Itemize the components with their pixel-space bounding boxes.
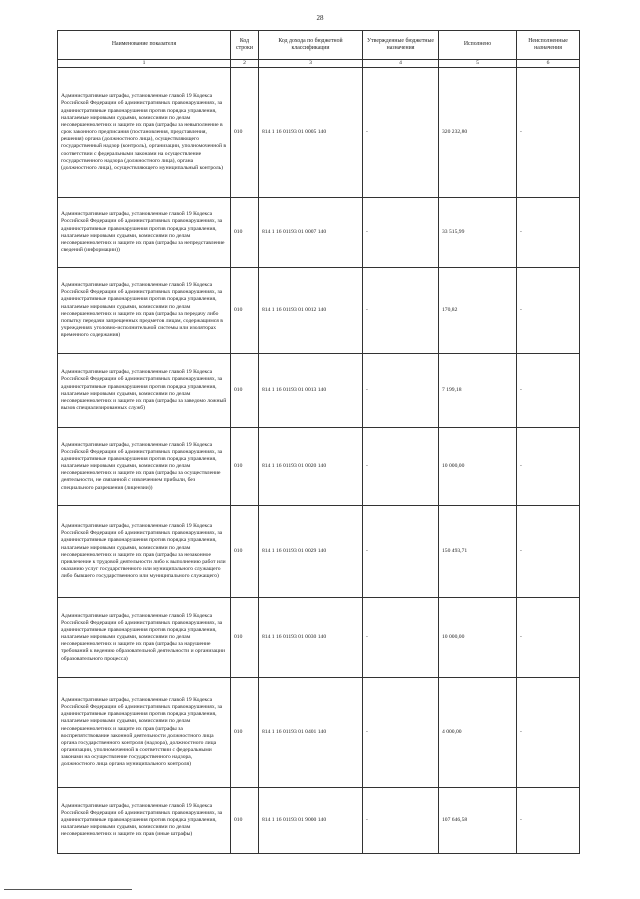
row-unexecuted: -	[517, 678, 580, 788]
table-row	[58, 678, 580, 788]
column-number: 2	[231, 60, 259, 68]
row-income-code: 814 1 16 01193 01 0012 140	[259, 268, 363, 354]
row-unexecuted: -	[517, 506, 580, 598]
row-executed: 170,82	[439, 268, 517, 354]
row-approved: -	[363, 788, 439, 854]
row-approved: -	[363, 428, 439, 506]
row-executed: 7 199,18	[439, 354, 517, 428]
row-name: Административные штрафы, установленные главой 19 Кодекса Российской Федерации об административных правонарушениях, за административные правонарушения против порядка управления, налагаемые мировыми судьями, комиссиями по делам несовершеннолетних и защите их прав (штрафы за непредставление сведений (информации))	[58, 198, 231, 268]
row-name: Административные штрафы, установленные главой 19 Кодекса Российской Федерации об административных правонарушениях, за административные правонарушения против порядка управления, налагаемые мировыми судьями, комиссиями по делам несовершеннолетних и защите их прав (штрафы за осуществление деятельности, не связанной с извлечением прибыли, без специального разрешения (лицензии))	[58, 428, 231, 506]
row-approved: -	[363, 68, 439, 198]
row-executed: 4 000,00	[439, 678, 517, 788]
row-line-code: 010	[231, 354, 259, 428]
row-unexecuted: -	[517, 354, 580, 428]
row-executed: 33 515,99	[439, 198, 517, 268]
row-executed: 10 000,00	[439, 598, 517, 678]
table-row	[58, 68, 580, 198]
row-line-code: 010	[231, 506, 259, 598]
row-unexecuted: -	[517, 598, 580, 678]
row-executed: 107 646,58	[439, 788, 517, 854]
header-row	[58, 31, 580, 60]
row-income-code: 814 1 16 01193 01 0020 140	[259, 428, 363, 506]
table-row	[58, 788, 580, 854]
row-name: Административные штрафы, установленные главой 19 Кодекса Российской Федерации об административных правонарушениях, за административные правонарушения против порядка управления, налагаемые мировыми судьями, комиссиями по делам несовершеннолетних и защите их прав (штрафы за заведомо ложный вызов специализированных служб)	[58, 354, 231, 428]
header-name: Наименование показателя	[58, 31, 231, 60]
row-income-code: 814 1 16 01193 01 0029 140	[259, 506, 363, 598]
row-approved: -	[363, 506, 439, 598]
row-executed: 150 493,71	[439, 506, 517, 598]
row-name: Административные штрафы, установленные главой 19 Кодекса Российской Федерации об административных правонарушениях, за административные правонарушения против порядка управления, налагаемые мировыми судьями, комиссиями по делам несовершеннолетних и защите их прав (штрафы за незаконное привлечение к трудовой деятельности либо к выполнению работ или оказанию услуг государственного или муниципального служащего либо бывшего государственного или муниципального служащего)	[58, 506, 231, 598]
row-line-code: 010	[231, 198, 259, 268]
row-name: Административные штрафы, установленные главой 19 Кодекса Российской Федерации об административных правонарушениях, за административные правонарушения против порядка управления, налагаемые мировыми судьями, комиссиями по делам несовершеннолетних и защите их прав (штрафы за воспрепятствование законной деятельности должностного лица органа государственного контроля (надзора), должностного лица организации, уполномоченной в соответствии с федеральными законами на осуществление государственного надзора, должностного лица органа муниципального контроля)	[58, 678, 231, 788]
row-executed: 320 232,80	[439, 68, 517, 198]
row-income-code: 814 1 16 01193 01 0030 140	[259, 598, 363, 678]
row-line-code: 010	[231, 678, 259, 788]
page-number: 28	[316, 14, 324, 22]
row-name: Административные штрафы, установленные главой 19 Кодекса Российской Федерации об административных правонарушениях, за административные правонарушения против порядка управления, налагаемые мировыми судьями, комиссиями по делам несовершеннолетних и защите их прав (иные штрафы)	[58, 788, 231, 854]
header-executed: Исполнено	[439, 31, 517, 60]
table-row	[58, 198, 580, 268]
column-number: 5	[439, 60, 517, 68]
row-income-code: 814 1 16 01193 01 0013 140	[259, 354, 363, 428]
header-income-code: Код дохода по бюджетной классификации	[259, 31, 363, 60]
income-report-table	[57, 30, 580, 854]
row-line-code: 010	[231, 788, 259, 854]
table-row	[58, 428, 580, 506]
table-row	[58, 268, 580, 354]
row-name: Административные штрафы, установленные главой 19 Кодекса Российской Федерации об административных правонарушениях, за административные правонарушения против порядка управления, налагаемые мировыми судьями, комиссиями по делам несовершеннолетних и защите их прав (штрафы за передачу либо попытку передачи запрещенных предметов лицам, содержащимся в учреждениях уголовно-исполнительной системы или изоляторах временного содержания)	[58, 268, 231, 354]
footnote-divider	[4, 889, 132, 890]
row-income-code: 814 1 16 01193 01 0401 140	[259, 678, 363, 788]
row-approved: -	[363, 198, 439, 268]
row-line-code: 010	[231, 428, 259, 506]
row-unexecuted: -	[517, 268, 580, 354]
column-number-row	[58, 60, 580, 68]
column-number: 4	[363, 60, 439, 68]
row-line-code: 010	[231, 268, 259, 354]
row-name: Административные штрафы, установленные главой 19 Кодекса Российской Федерации об административных правонарушениях, за административные правонарушения против порядка управления, налагаемые мировыми судьями, комиссиями по делам несовершеннолетних и защите их прав (штрафы за нарушение требований к ведению образовательной деятельности и организации образовательного процесса)	[58, 598, 231, 678]
table-row	[58, 354, 580, 428]
column-number: 3	[259, 60, 363, 68]
row-income-code: 814 1 16 01193 01 0007 140	[259, 198, 363, 268]
row-unexecuted: -	[517, 68, 580, 198]
row-approved: -	[363, 268, 439, 354]
header-approved: Утвержденные бюджетные назначения	[363, 31, 439, 60]
row-approved: -	[363, 598, 439, 678]
row-line-code: 010	[231, 598, 259, 678]
row-name: Административные штрафы, установленные главой 19 Кодекса Российской Федерации об административных правонарушениях, за административные правонарушения против порядка управления, налагаемые мировыми судьями, комиссиями по делам несовершеннолетних и защите их прав (штрафы за невыполнение в срок законного предписания (постановления, представления, решения) органа (должностного лица), осуществляющего государственный надзор (контроль), организации, уполномоченной в соответствии с федеральными законами на осуществление государственного надзора (должностного лица), органа (должностного лица), осуществляющего муниципальный контроль)	[58, 68, 231, 198]
row-line-code: 010	[231, 68, 259, 198]
header-line-code: Код строки	[231, 31, 259, 60]
table-row	[58, 506, 580, 598]
row-unexecuted: -	[517, 428, 580, 506]
row-executed: 10 000,00	[439, 428, 517, 506]
row-approved: -	[363, 354, 439, 428]
row-income-code: 814 1 16 01193 01 0005 140	[259, 68, 363, 198]
table-row	[58, 598, 580, 678]
row-approved: -	[363, 678, 439, 788]
row-income-code: 814 1 16 01193 01 9000 140	[259, 788, 363, 854]
header-unexecuted: Неисполненные назначения	[517, 31, 580, 60]
row-unexecuted: -	[517, 788, 580, 854]
column-number: 1	[58, 60, 231, 68]
row-unexecuted: -	[517, 198, 580, 268]
column-number: 6	[517, 60, 580, 68]
